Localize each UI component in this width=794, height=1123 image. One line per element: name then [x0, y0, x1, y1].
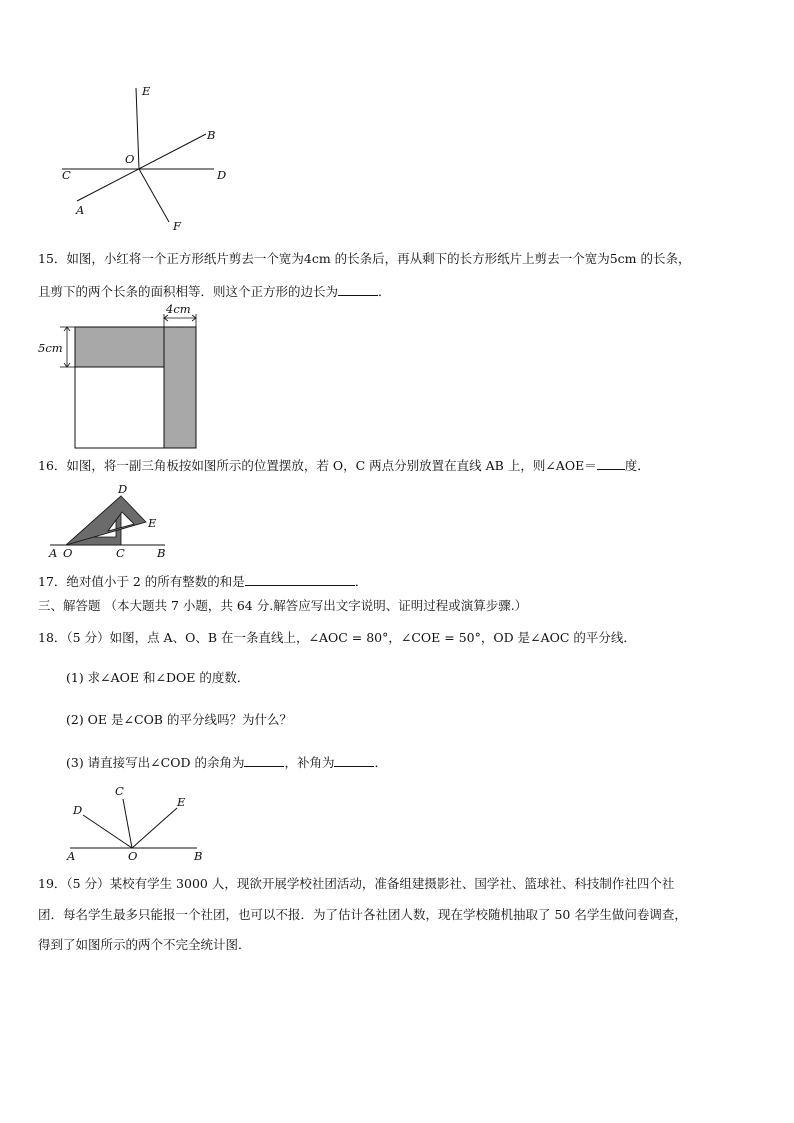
label-c: C — [62, 168, 71, 182]
label-b16: B — [157, 546, 166, 560]
q18-part3-text: (3) 请直接写出∠COD 的余角为 — [66, 755, 245, 770]
section-3-heading: 三、解答题 （本大题共 7 小题，共 64 分.解答应写出文字说明、证明过程或演算步骤.） — [38, 598, 528, 613]
label-o16: O — [63, 546, 73, 560]
label-c16: C — [116, 546, 125, 560]
label-4cm: 4cm — [166, 302, 191, 316]
q18-part3-end: ． — [374, 755, 387, 770]
label-5cm: 5cm — [38, 341, 63, 355]
label-d18: D — [73, 803, 83, 817]
label-d16: D — [118, 482, 128, 496]
ray-oc — [123, 799, 132, 848]
label-e: E — [142, 84, 151, 98]
q17-end: ． — [354, 574, 368, 589]
q19-line2: 团．每名学生最多只能报一个社团，也可以不报．为了估计各社团人数，现在学校随机抽取了 50 名学生做问卷调查， — [38, 907, 687, 922]
ray-od — [83, 815, 132, 848]
q17-text: 17．绝对值小于 2 的所有整数的和是 — [38, 574, 245, 589]
q19-line1: 19．（5 分）某校有学生 3000 人，现欲开展学校社团活动，准备组建摄影社、国学社、篮球社、科技制作社四个社 — [38, 876, 675, 891]
label-a18: A — [67, 849, 76, 863]
label-d: D — [217, 168, 227, 182]
label-o18: O — [128, 849, 138, 863]
q19-line3: 得到了如图所示的两个不完全统计图． — [38, 937, 251, 952]
q16-end: 度． — [624, 458, 650, 473]
label-b: B — [207, 128, 216, 142]
q18-part1: (1) 求∠AOE 和∠DOE 的度数． — [66, 670, 250, 685]
q15-line2-end: ． — [378, 284, 391, 299]
label-a: A — [76, 203, 85, 217]
label-e18: E — [177, 795, 186, 809]
q16-text: 16．如图，将一副三角板按如图所示的位置摆放，若 O，C 两点分别放置在直线 AB 上，则∠AOE＝ — [38, 458, 597, 473]
ray-oe18 — [132, 808, 177, 848]
label-f: F — [173, 219, 181, 233]
q18-part2: (2) OE 是∠COB 的平分线吗？为什么？ — [66, 712, 292, 727]
q18-part3-mid: ，补角为 — [284, 755, 335, 770]
label-o: O — [125, 152, 135, 166]
label-b18: B — [194, 849, 203, 863]
label-c18: C — [115, 784, 124, 798]
label-e16: E — [148, 516, 157, 530]
q15-line1: 15．如图，小红将一个正方形纸片剪去一个宽为4cm 的长条后，再从剩下的长方形纸片上剪去一个宽为5cm 的长条， — [38, 251, 691, 266]
q18-stem: 18．（5 分）如图，点 A、O、B 在一条直线上，∠AOC = 80°，∠COE = 50°，OD 是∠AOC 的平分线． — [38, 630, 636, 645]
label-a16: A — [49, 546, 58, 560]
q15-line2-text: 且剪下的两个长条的面积相等．则这个正方形的边长为 — [38, 284, 339, 299]
